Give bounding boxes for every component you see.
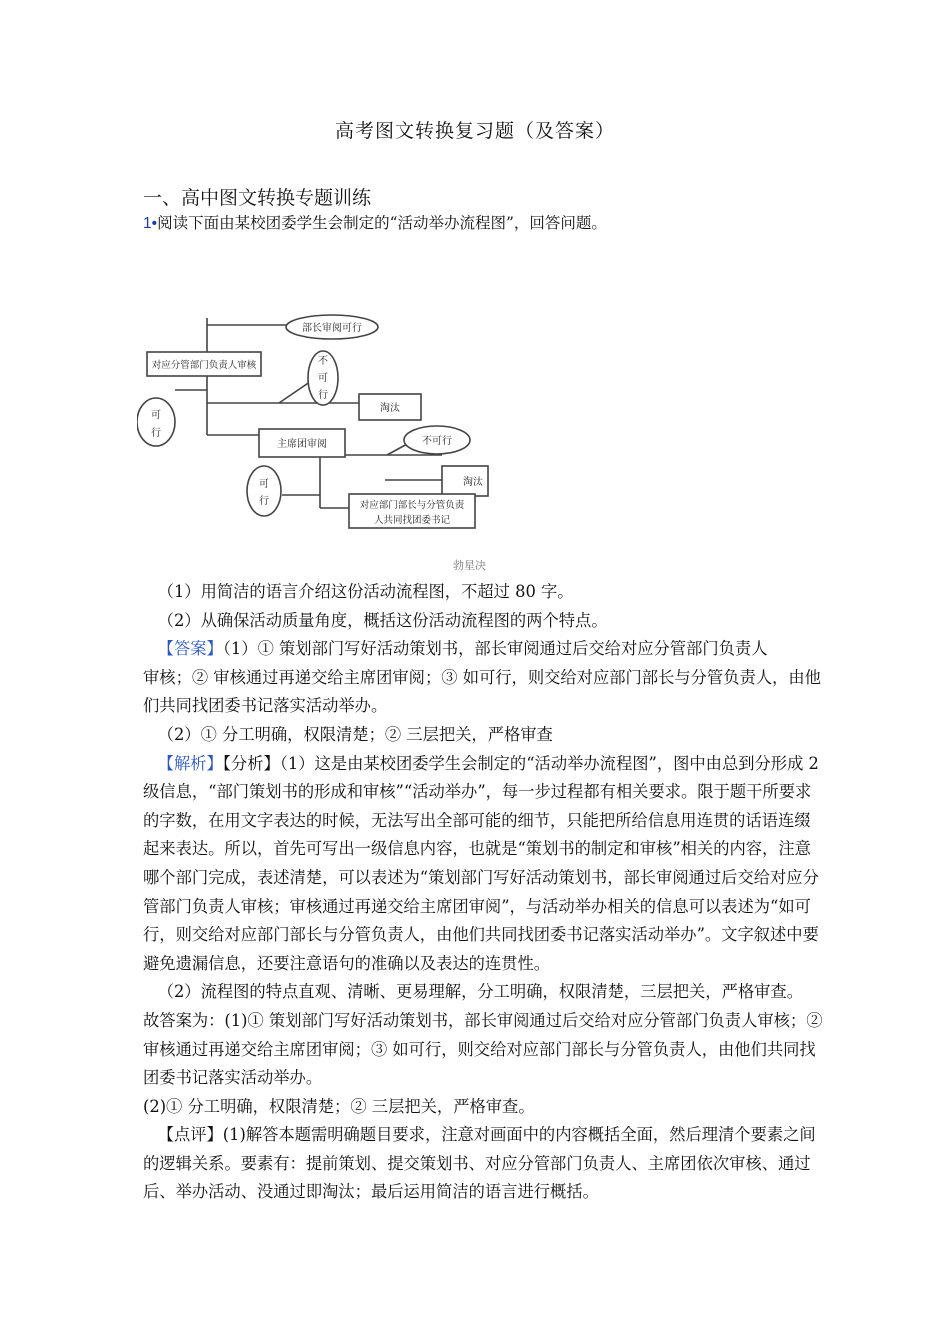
node-ok-1-a: 可 — [151, 410, 161, 421]
node-ok-2-b: 行 — [259, 496, 269, 507]
bullet-dot: • — [151, 215, 158, 232]
section-heading: 一、高中图文转换专题训练 — [143, 187, 372, 209]
analysis-p1-text: （1）这是由某校团委学生会制定的“活动举办流程图”，图中由总到分形成 2 级信息，“部门策划书的形成和审核”“活动举办”，每一步过程都有相关要求。限于题干所要求的字数，在用文字表达的时候，无法写出全部可能的细节，只能把所给信息用连贯的话语连缀起来表达。所以，首先可写出一级信息内容，也就是“策划书的制定和审核”相关的内容，注意哪个部门完成，表述清楚，可以表述为“策划部门写好活动策划书，部长审阅通过后交给对应分管部门负责人审核；审核通过再递交给主席团审阅”，与活动举办相关的信息可以表述为“如可行，则交给对应部门部长与分管负责人，由他们共同找团委书记落实活动举办”。文字叙述中要避免遗漏信息，还要注意语句的准确以及表达的连贯性。 — [143, 753, 819, 973]
analysis-paragraph-3: 故答案为：(1)① 策划部门写好活动策划书，部长审阅通过后交给对应分管部门负责人审核；② 审核通过再递交给主席团审阅；③ 如可行，则交给对应部门部长与分管负责人，由他们共同找团委书记落实活动举办。 — [143, 1010, 823, 1088]
node-dept-head-review: 对应分管部门负责人审核 — [151, 360, 257, 371]
analysis-sub-tag: 【分析】 — [222, 753, 280, 773]
node-final-line-2: 人共同找团委书记 — [373, 515, 451, 526]
answer-p1-first: （1）① 策划部门写好活动策划书，部长审阅通过后交给对应分管部门负责人 — [222, 639, 768, 659]
node-eliminate-2: 淘汰 — [463, 477, 483, 488]
image-watermark: 勃星决 — [453, 560, 486, 572]
answer-paragraph-2: （2）① 分工明确，权限清楚；② 三层把关，严格审查 — [157, 724, 553, 744]
question-number: 1 — [143, 215, 152, 232]
comment-paragraph — [143, 1121, 823, 1207]
node-minister-review: 部长审阅可行 — [302, 323, 362, 334]
node-not-ok-1-b: 可 — [318, 373, 328, 384]
node-not-ok-2: 不可行 — [422, 436, 452, 447]
node-eliminate-1: 淘汰 — [380, 403, 400, 414]
sub-question-1: （1）用简洁的语言介绍这份活动流程图，不超过 80 字。 — [157, 582, 574, 601]
activity-flowchart — [137, 305, 497, 540]
question-1 — [143, 211, 607, 233]
node-ok-2-a: 可 — [259, 479, 269, 490]
analysis-tag: 【解析】 — [157, 753, 223, 773]
node-ok-1-b: 行 — [151, 428, 161, 439]
sub-question-2: （2）从确保活动质量角度，概括这份活动流程图的两个特点。 — [157, 610, 608, 630]
question-text: 阅读下面由某校团委学生会制定的“活动举办流程图”，回答问题。 — [157, 214, 607, 232]
node-not-ok-1-a: 不 — [318, 356, 328, 367]
node-presidium-review: 主席团审阅 — [277, 439, 327, 450]
analysis-paragraph-4: (2)① 分工明确，权限清楚；② 三层把关，严格审查。 — [143, 1096, 535, 1116]
document-title: 高考图文转换复习题（及答案） — [334, 120, 615, 142]
analysis-paragraph-2: （2）流程图的特点直观、清晰、更易理解，分工明确，权限清楚，三层把关，严格审查。 — [157, 982, 803, 1002]
answer-paragraph-1 — [143, 635, 823, 664]
comment-text: (1)解答本题需明确题目要求，注意对画面中的内容概括全面，然后理清个要素之间的逻辑关系。要素有：提前策划、提交策划书、对应分管部门负责人、主席团依次审核、通过后、举办活动、没通过即淘汰；最后运用简洁的语言进行概括。 — [143, 1125, 816, 1202]
node-not-ok-1-c: 行 — [318, 390, 328, 401]
answer-tag: 【答案】 — [157, 639, 223, 659]
main-text — [143, 578, 823, 1207]
answer-paragraph-1-cont: 审核；② 审核通过再递交给主席团审阅；③ 如可行，则交给对应部门部长与分管负责人，由他们共同找团委书记落实活动举办。 — [143, 667, 821, 716]
comment-tag: 【点评】 — [157, 1125, 223, 1145]
node-final-line-1: 对应部门部长与分管负责 — [359, 500, 465, 511]
analysis-paragraph-1 — [143, 750, 823, 979]
